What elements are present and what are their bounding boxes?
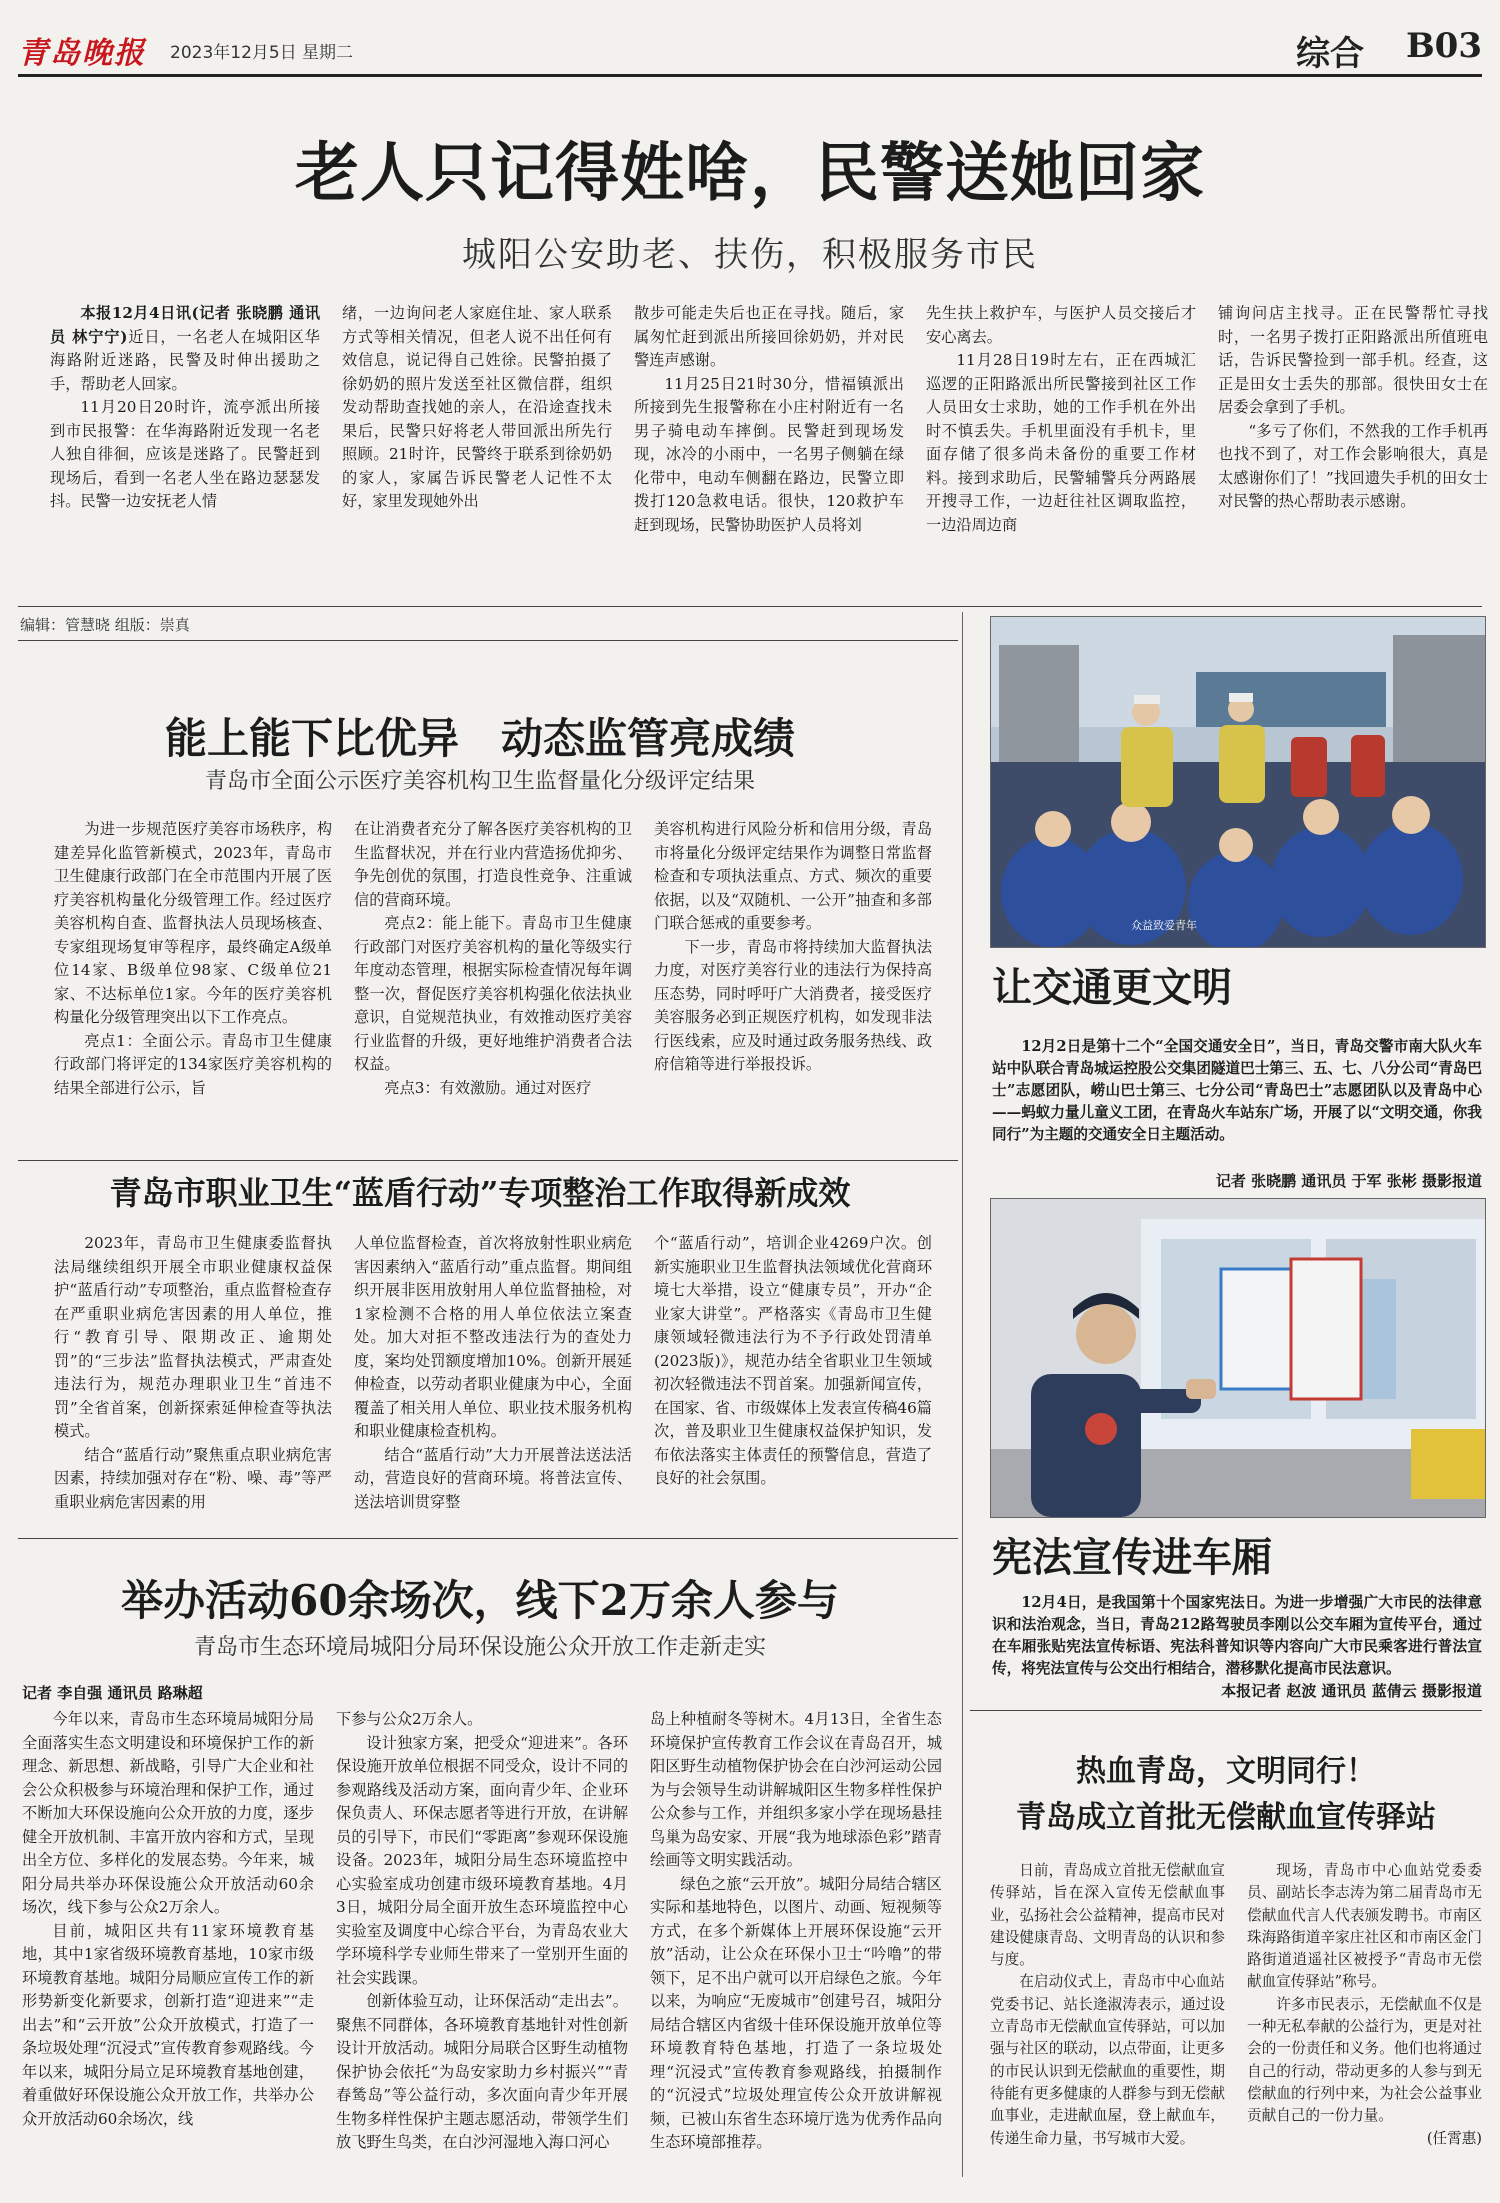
story4-subheadline: 青岛市生态环境局城阳分局环保设施公众开放工作走新走实 [193,1635,766,1660]
editor-line: 编辑：管慧晓 组版：崇真 [20,616,190,634]
lead-headline: 老人只记得姓啥，民警送她回家 [295,136,1205,211]
constitution-bus-photo [990,1198,1486,1518]
lead-subheadline: 城阳公安助老、扶伤，积极服务市民 [462,235,1038,275]
story3-headline: 青岛市职业卫生“蓝盾行动”专项整治工作取得新成效 [109,1174,851,1212]
story5-body [990,1860,1482,2180]
story4-byline: 记者 李自强 通讯员 路琳超 [22,1684,203,1702]
photo2-bottom-rule [970,1710,1482,1711]
masthead-rule [18,74,1482,77]
story5-column-1: 日前，青岛成立首批无偿献血宣传驿站，旨在深入宣传无偿献血事业，弘扬社会公益精神，提高市民对建设健康青岛、文明青岛的认识和参与度。 在启动仪式上，青岛市中心血站党委书记、站长逄淑涛表示，通过设立青岛市无偿献血宣传驿站，可以加强与社区的联动，以点带面，让更多的市民认识到无偿献血的重要性，期待能有更多健康的人群参与到无偿献血事业，走进献血屋，登上献血车，传递生命力量，书写城市大爱。 [990,1862,1225,2147]
bus-photo-illustration [991,1199,1485,1517]
column-divider [962,612,963,2177]
lead-dateline: 本报12月4日讯(记者 张晓鹏 通讯员 林宁宁) [50,304,320,346]
story5-column-2: 现场，青岛市中心血站党委委员、副站长李志涛为第二届青岛市无偿献血代言人代表颁发聘书。市南区珠海路街道辛家庄社区和市南区金门路街道逍遥社区被授予“青岛市无偿献血宣传驿站”称号。 许多市民表示，无偿献血不仅是一种无私奉献的公益行为，更是对社会的一份责任和义务。他们也将通过自己的行动，带动更多的人参与到无偿献血的行列中来，为社会公益事业贡献自己的一份力量。 (任霄惠) [1247,1860,1482,2180]
story3-column-1: 2023年，青岛市卫生健康委监督执法局继续组织开展全市职业健康权益保护“蓝盾行动”专项整治，重点监督检查存在严重职业病危害因素的用人单位，推行“教育引导、限期改正、逾期处罚”的“三步法”监督执法模式，严肃查处违法行为，规范办理职业卫生“首违不罚”全省首案，创新探索延伸检查等执法模式。 结合“蓝盾行动”聚焦重点职业病危害因素，持续加强对存在“粉、噪、毒”等严重职业病危害因素的用 [54,1234,332,1511]
story4-column-3: 岛上种植耐冬等树木。4月13日，全省生态环境保护宣传教育工作会议在青岛召开，城阳区野生动植物保护协会在白沙河运动公园为与会领导生动讲解城阳区生物多样性保护公众参与工作，并组织多家小学在现场悬挂鸟巢为岛安家、开展“我为地球添色彩”踏青绘画等文明实践活动。 绿色之旅“云开放”。城阳分局结合辖区实际和基地特色，以图片、动画、短视频等方式，在多个新媒体上开展环保设施“云开放”活动，让公众在环保小卫士“吟噜”的带领下，足不出户就可以开启绿色之旅。今年以来，为响应“无废城市”创建号召，城阳分局结合辖区内省级十佳环保设施开放单位等环境教育特色基地，打造了一条垃圾处理“沉浸式”宣传教育参观路线，拍摄制作的“沉浸式”垃圾处理宣传公众开放讲解视频，已被山东省生态环境厅选为优秀作品向生态环境部推荐。 [650,1710,942,2151]
story2-body [54,818,932,1180]
lead-column-4: 先生扶上救护车，与医护人员交接后才安心离去。 11月28日19时左右，正在西城汇巡逻的正阳路派出所民警接到社区工作人员田女士求助，她的工作手机在外出时不慎丢失。手机里面没有手机卡，里面存储了很多尚未备份的重要工作材料。接到求助后，民警辅警兵分两路展开搜寻工作，一边赶往社区调取监控，一边沿周边商 [926,304,1196,534]
lead-body [50,302,1488,564]
story4-body [22,1708,942,2178]
story2-column-3: 美容机构进行风险分析和信用分级，青岛市将量化分级评定结果作为调整日常监督检查和专项执法重点、方式、频次的重要依据，以及“双随机、一公开”抽查和多部门联合惩戒的重要参考。 下一步，青岛市将持续加大监督执法力度，对医疗美容行业的违法行为保持高压态势，同时呼吁广大消费者，接受医疗美容服务必到正规医疗机构，如发现非法行医线索，应及时通过政务服务热线、政府信箱等进行举报投诉。 [654,820,932,1073]
lead-column-5: 铺询问店主找寻。正在民警帮忙寻找时，一名男子拨打正阳路派出所值班电话，告诉民警捡到一部手机。经查，这正是田女士丢失的那部。很快田女士在居委会拿到了手机。 “多亏了你们，不然我的工作手机再也找不到了，对工作会影响很大，真是太感谢你们了！”找回遗失手机的田女士对民警的热心帮助表示感谢。 [1218,304,1488,510]
story3-bottom-rule [18,1538,958,1539]
issue-date: 2023年12月5日 [170,43,297,63]
story2-column-2: 在让消费者充分了解各医疗美容机构的卫生监督状况，并在行业内营造扬优抑劣、争先创优的氛围，打造良性竞争、注重诚信的营商环境。 亮点2：能上能下。青岛市卫生健康行政部门对医疗美容机构的量化等级实行年度动态管理，根据实际检查情况每年调整一次，督促医疗美容机构强化依法执业意识，自觉规范执业，有效推动医疗美容行业监督的升级，更好地维护消费者合法权益。 亮点3：有效激励。通过对医疗 [354,820,632,1097]
story3-body [54,1232,932,1514]
lead-column-3: 散步可能走失后也正在寻找。随后，家属匆忙赶到派出所接回徐奶奶，并对民警连声感谢。 11月25日21时30分，惜福镇派出所接到先生报警称在小庄村附近有一名男子骑电动车摔倒。民警赶到现场发现，冰冷的小雨中，一名男子侧躺在绿化带中，电动车侧翻在路边，民警立即拨打120急救电话。很快，120救护车赶到现场，民警协助医护人员将刘 [634,304,904,534]
story2-bottom-rule [18,1160,958,1161]
story4-headline: 举办活动60余场次，线下2万余人参与 [121,1576,839,1625]
photo1-sign-text: 众益致爱青年 [1131,919,1197,932]
traffic-safety-photo [990,616,1486,948]
section-name: 综合 [1296,34,1364,74]
story5-author: (任霄惠) [1426,2129,1482,2147]
story5-headline-1: 热血青岛，文明同行！ [1076,1754,1376,1789]
page-number: B03 [1405,26,1482,66]
story4-column-2: 下参与公众2万余人。 设计独家方案，把受众“迎进来”。各环保设施开放单位根据不同受众，设计不同的参观路线及活动方案，面向青少年、企业环保负责人、环保志愿者等进行开放，在讲解员的引导下，市民们“零距离”参观环保设施设备。2023年，城阳分局生态环境监控中心实验室成功创建市级环境教育基地。4月3日，城阳分局全面开放生态环境监控中心实验室及调度中心综合平台，为青岛农业大学环境科学专业师生带来了一堂别开生面的社会实践课。 创新体验互动，让环保活动“走出去”。聚焦不同群体，各环境教育基地针对性创新设计开放活动。城阳分局联合区野生动植物保护协会依托“为岛安家助力乡村振兴”“青春鸶岛”等公益行动，多次面向青少年开展生物多样性保护主题志愿活动，带领学生们放飞野生鸟类，在白沙河湿地入海口河心 [336,1710,628,2151]
lead-column-2: 绪，一边询问老人家庭住址、家人联系方式等相关情况，但老人说不出任何有效信息，说记得自己姓徐。民警拍摄了徐奶奶的照片发送至社区微信群，组织发动帮助查找她的亲人，在沿途查找未果后，民警只好将老人带回派出所先行照顾。21时许，民警终于联系到徐奶奶的家人，家属告诉民警老人记性不太好，家里发现她外出 [342,304,612,510]
photo2-headline: 宪法宣传进车厢 [992,1534,1272,1581]
editor-rule [18,640,958,641]
masthead [18,26,1482,74]
story2-headline: 能上能下比优异 动态监管亮成绩 [164,714,795,763]
photo2-credit: 本报记者 赵波 通讯员 蓝倩云 摄影报道 [1221,1682,1482,1700]
story2-subheadline: 青岛市全面公示医疗美容机构卫生监督量化分级评定结果 [204,769,755,794]
story3-column-2: 人单位监督检查，首次将放射性职业病危害因素纳入“蓝盾行动”重点监督。期间组织开展非医用放射用人单位监督抽检，对1家检测不合格的用人单位依法立案查处。加大对拒不整改违法行为的查处力度，案均处罚额度增加10%。创新开展延伸检查，以劳动者职业健康为中心，全面覆盖了相关用人单位、职业技术服务机构和职业健康检查机构。 结合“蓝盾行动”大力开展普法送法活动，营造良好的营商环境。将普法宣传、送法培训贯穿整 [354,1234,632,1511]
photo1-credit: 记者 张晓鹏 通讯员 于军 张彬 摄影报道 [1215,1172,1482,1190]
photo1-caption: 12月2日是第十二个“全国交通安全日”，当日，青岛交警市南大队火车站中队联合青岛城运控股公交集团隧道巴士第三、五、七、八分公司“青岛巴士”志愿团队，崂山巴士第三、七分公司“青岛巴士”志愿团队以及青岛中心——蚂蚁力量儿童义工团，在青岛火车站东广场，开展了以“文明交通，你我同行”为主题的交通安全日主题活动。 [992,1038,1482,1143]
lead-column-1: 本报12月4日讯(记者 张晓鹏 通讯员 林宁宁)近日，一名老人在城阳区华海路附近迷路，民警及时伸出援助之手，帮助老人回家。 11月20日20时许，流亭派出所接到市民报警：在华海路附近发现一名老人独自徘徊，应该是迷路了。民警赶到现场后，看到一名老人坐在路边瑟瑟发抖。民警一边安抚老人情 [50,304,320,510]
story3-column-3: 个“蓝盾行动”，培训企业4269户次。创新实施职业卫生监督执法领域优化营商环境七大举措，设立“健康专员”，开办“企业家大讲堂”。严格落实《青岛市卫生健康领域轻微违法行为不予行政处罚清单(2023版)》，规范办结全省职业卫生领域初次轻微违法不罚首案。加强新闻宣传，在国家、省、市级媒体上发表宣传稿46篇次，普及职业卫生健康权益保护知识，发布依法落实主体责任的预警信息，营造了良好的社会氛围。 [654,1234,932,1487]
story2-column-1: 为进一步规范医疗美容市场秩序，构建差异化监管新模式，2023年，青岛市卫生健康行政部门在全市范围内开展了医疗美容机构量化分级管理工作。经过医疗美容机构自查、监督执法人员现场核查、专家组现场复审等程序，最终确定A级单位14家、B级单位98家、C级单位21家、不达标单位1家。今年的医疗美容机构量化分级管理突出以下工作亮点。 亮点1：全面公示。青岛市卫生健康行政部门将评定的134家医疗美容机构的结果全部进行公示，旨 [54,820,332,1097]
lead-bottom-rule [18,606,1482,607]
photo2-caption: 12月4日，是我国第十个国家宪法日。为进一步增强广大市民的法律意识和法治观念，当日，青岛212路驾驶员李刚以公交车厢为宣传平台，通过在车厢张贴宪法宣传标语、宪法科普知识等内容向广大市民乘客进行普法宣传，将宪法宣传与公交出行相结合，潜移默化提高市民法意识。 [992,1594,1482,1677]
story4-column-1: 今年以来，青岛市生态环境局城阳分局全面落实生态文明建设和环境保护工作的新理念、新思想、新战略，引导广大企业和社会公众积极参与环境治理和保护工作，通过不断加大环保设施向公众开放的力度，逐步健全开放机制、丰富开放内容和方式，呈现出全方位、多样化的发展态势。今年来，城阳分局共举办环保设施公众开放活动60余场次，线下参与公众2万余人。 目前，城阳区共有11家环境教育基地，其中1家省级环境教育基地，10家市级环境教育基地。城阳分局顺应宣传工作的新形势新变化新要求，创新打造“迎进来”“走出去”和“云开放”公众开放模式，打造了一条垃圾处理“沉浸式”宣传教育参观路线。今年以来，城阳分局立足环境教育基地创建，着重做好环保设施公众开放工作，共举办公众开放活动60余场次，线 [22,1710,314,2128]
issue-weekday: 星期二 [302,43,353,63]
story5-headline-2: 青岛成立首批无偿献血宣传驿站 [1016,1800,1436,1835]
traffic-photo-illustration [991,617,1485,947]
paper-name-logo: 青岛晚报 [18,36,146,71]
photo1-headline: 让交通更文明 [992,964,1232,1011]
